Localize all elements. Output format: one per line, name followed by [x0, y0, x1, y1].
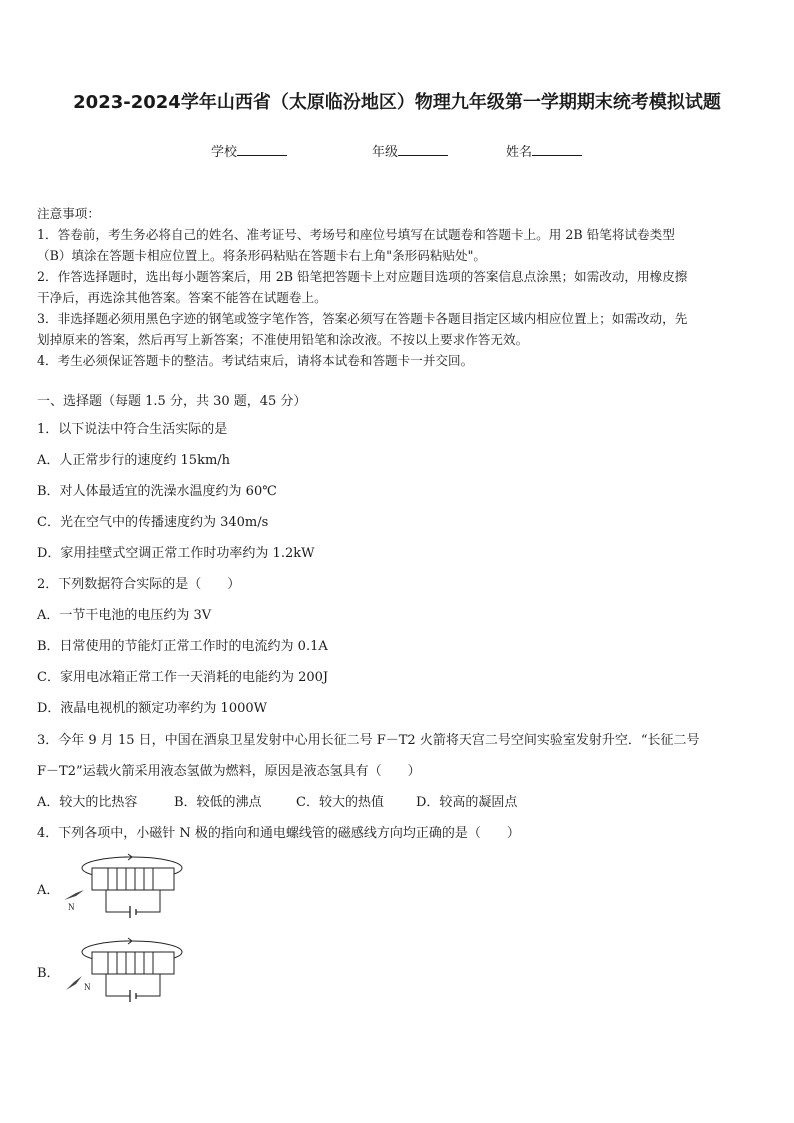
notice-line: 干净后，再选涂其他答案。答案不能答在试题卷上。	[37, 290, 327, 305]
battery-icon	[130, 906, 136, 918]
solenoid-diagram-b	[62, 932, 187, 1004]
battery-icon	[130, 990, 136, 1002]
question-2-option-a: A．一节干电池的电压约为 3V	[37, 608, 212, 623]
school-label: 学校	[211, 145, 238, 160]
question-3-option-b: B．较低的沸点	[174, 795, 262, 810]
compass-needle-icon	[64, 890, 84, 900]
question-4-stem: 4．下列各项中，小磁针 N 极的指向和通电螺线管的磁感线方向均正确的是（ ）	[37, 826, 520, 841]
notice-line: （B）填涂在答题卡相应位置上。将条形码粘贴在答题卡右上角"条形码粘贴处"。	[37, 248, 487, 263]
question-1-option-d: D．家用挂壁式空调正常工作时功率约为 1.2kW	[37, 546, 315, 561]
grade-blank	[398, 143, 448, 156]
question-1-option-c: C．光在空气中的传播速度约为 340m/s	[37, 515, 269, 530]
needle-n-label: N	[68, 902, 75, 912]
question-3-option-d: D．较高的凝固点	[416, 795, 518, 810]
notice-heading: 注意事项：	[37, 206, 100, 221]
field-arrow	[124, 938, 132, 944]
section-heading: 一、选择题（每题 1.5 分，共 30 题，45 分）	[37, 394, 307, 409]
name-field	[506, 141, 582, 160]
solenoid-core	[92, 952, 174, 974]
question-2-option-d: D．液晶电视机的额定功率约为 1000W	[37, 701, 268, 716]
notice-line: 1．答卷前，考生务必将自己的姓名、准考证号、考场号和座位号填写在试题卷和答题卡上。用 2B 铅笔将试卷类型	[37, 227, 675, 242]
solenoid-diagram-a	[62, 848, 187, 920]
circuit-wire	[106, 974, 160, 996]
notice-line: 2．作答选择题时，选出每小题答案后，用 2B 铅笔把答题卡上对应题目选项的答案信息点涂黑；如需改动，用橡皮擦	[37, 269, 688, 284]
notice-line: 3．非选择题必须用黑色字迹的钢笔或签字笔作答，答案必须写在答题卡各题目指定区域内相应位置上；如需改动，先	[37, 311, 688, 326]
question-4-option-b: B．	[37, 966, 60, 981]
question-1-option-b: B．对人体最适宜的洗澡水温度约为 60℃	[37, 484, 277, 499]
question-2-option-c: C．家用电冰箱正常工作一天消耗的电能约为 200J	[37, 670, 329, 685]
grade-label: 年级	[372, 145, 399, 160]
notice-line: 划掉原来的答案，然后再写上新答案；不准使用铅笔和涂改液。不按以上要求作答无效。	[37, 332, 529, 347]
name-blank	[532, 143, 582, 156]
question-3-option-a: A．较大的比热容	[37, 795, 138, 810]
question-1-stem: 1．以下说法中符合生活实际的是	[37, 422, 228, 437]
field-arrow	[124, 854, 132, 860]
grade-field	[372, 141, 448, 160]
name-label: 姓名	[506, 145, 533, 160]
question-3-stem: 3．今年 9 月 15 日，中国在酒泉卫星发射中心用长征二号 F－T2 火箭将天宫二号空间实验室发射升空．“长征二号	[37, 733, 700, 748]
exam-title: 2023-2024学年山西省（太原临汾地区）物理九年级第一学期期末统考模拟试题	[73, 92, 721, 113]
compass-needle-icon	[66, 976, 82, 990]
notice-line: 4．考生必须保证答题卡的整洁。考试结束后，请将本试卷和答题卡一并交回。	[37, 353, 474, 368]
circuit-wire	[106, 890, 160, 912]
solenoid-core	[92, 868, 174, 890]
question-3-stem-cont: F－T2”运载火箭采用液态氢做为燃料，原因是液态氢具有（ ）	[37, 764, 421, 779]
question-2-option-b: B．日常使用的节能灯正常工作时的电流约为 0.1A	[37, 639, 328, 654]
school-blank	[237, 143, 287, 156]
question-3-option-c: C．较大的热值	[296, 795, 384, 810]
needle-n-label: N	[84, 982, 91, 992]
question-2-stem: 2．下列数据符合实际的是（ ）	[37, 577, 241, 592]
question-4-option-a: A．	[37, 883, 60, 898]
question-1-option-a: A．人正常步行的速度约 15km/h	[37, 453, 231, 468]
school-field	[211, 141, 287, 160]
